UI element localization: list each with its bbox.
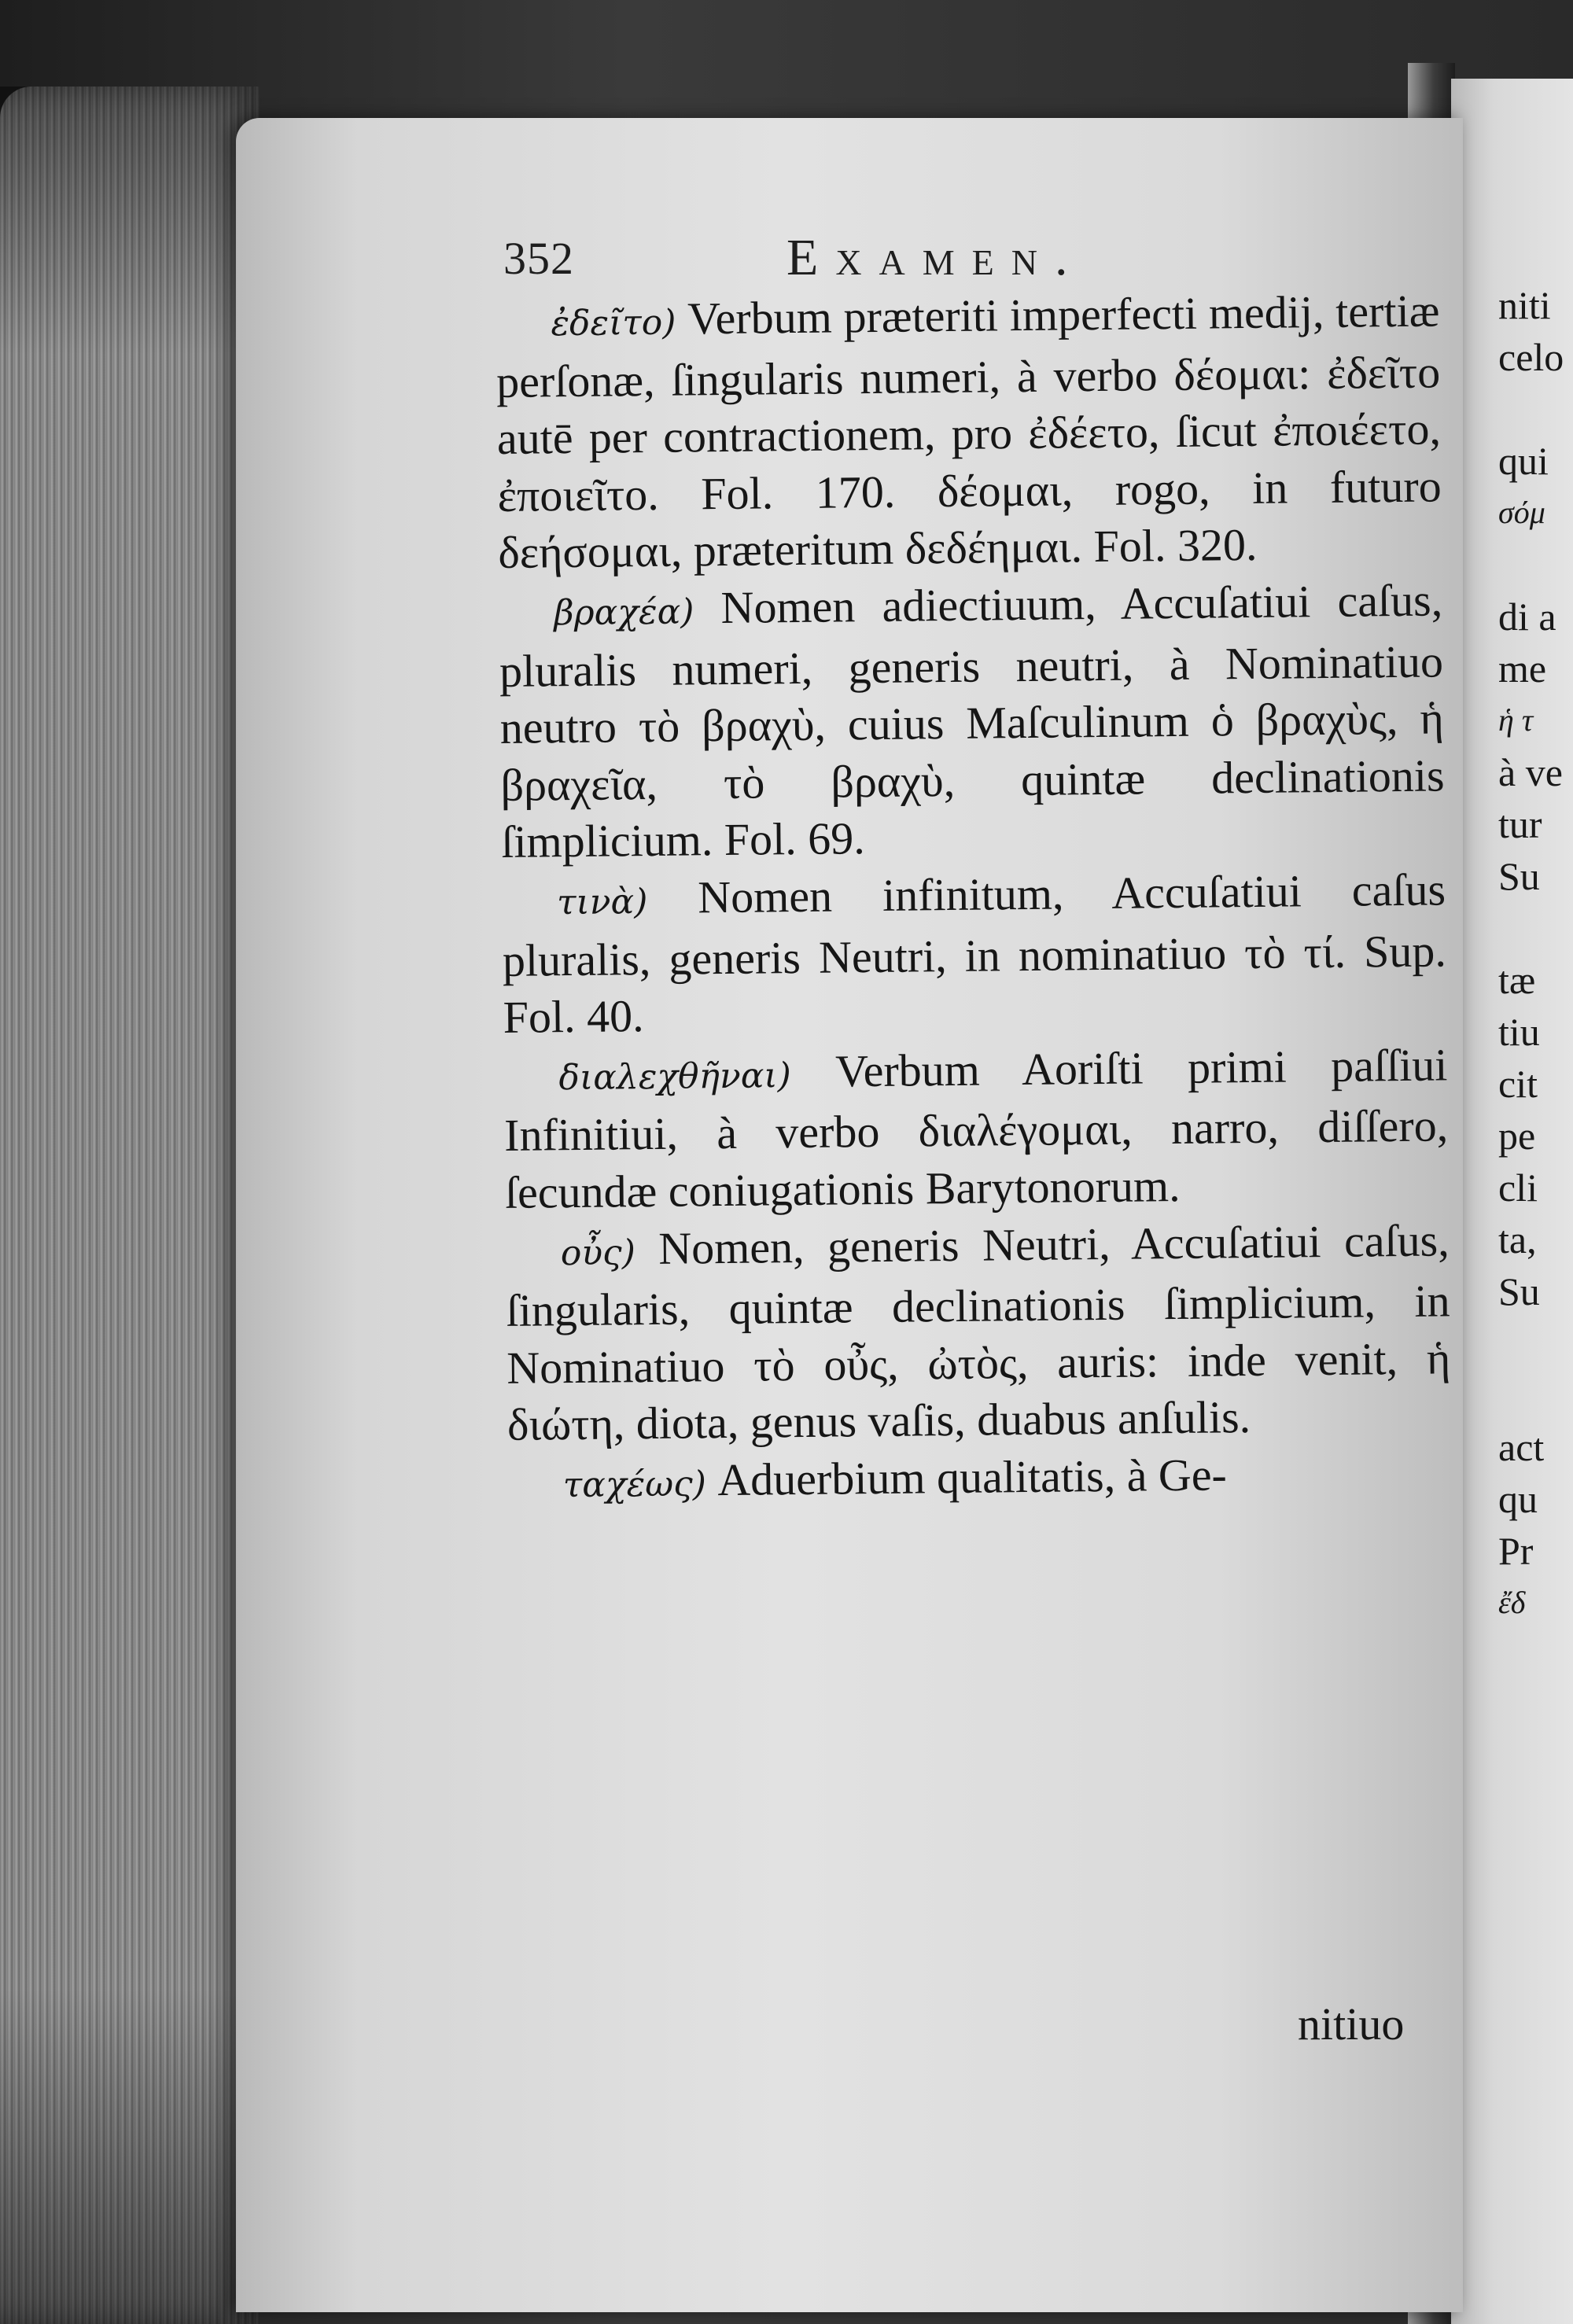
entry-lemma: τινὰ) xyxy=(556,881,648,923)
right-page-line: act xyxy=(1498,1425,1545,1469)
right-page-line: ἡ τ xyxy=(1498,702,1534,738)
right-page-line: celo xyxy=(1498,335,1564,379)
right-page-line: cli xyxy=(1498,1166,1538,1210)
right-page-line: niti xyxy=(1498,283,1551,327)
right-page-line: ἔδ xyxy=(1498,1585,1526,1620)
entry-lemma: βραχέα) xyxy=(554,591,694,634)
right-page-line xyxy=(1498,902,1573,954)
entry-text: Nomen adiectiuum, Accuſatiui caſus, pluralis numeri, generis neutri, à Nominatiuo neutro τὸ βραχὺ, cuius Maſculinum ὁ βραχὺς, ἡ βραχεῖα, τὸ βραχὺ, quintæ declinationis ſimplicium. Fol. 69. xyxy=(499,574,1445,868)
right-page-line: me xyxy=(1498,646,1547,691)
right-page-line: ta, xyxy=(1498,1217,1537,1261)
right-page-line xyxy=(1498,383,1573,435)
entry-text: Nomen infinitum, Accuſatiui caſus pluralis, generis Neutri, in nominatiuo τὸ τί. Sup. Fol. 40. xyxy=(502,864,1447,1044)
page-number: 352 xyxy=(503,233,574,284)
right-page-line: tiu xyxy=(1498,1010,1540,1054)
right-page-line: tæ xyxy=(1498,958,1536,1002)
page-edges xyxy=(0,87,260,2324)
entry-text: Verbum præteriti imperfecti medij, tertiæ perſonæ, ſingularis numeri, à verbo δέομαι: ἐδεῖτο autē per contractionem, pro ἐδέετο, ſicut ἐποιέετο, ἐποιεῖτο. Fol. 170. δέομαι, rogo, in futuro δεήσομαι, præteritum δεδέημαι. Fol. 320. xyxy=(495,285,1442,579)
right-page-line: Su xyxy=(1498,1269,1540,1313)
entry xyxy=(502,861,1447,1046)
right-page-line: di a xyxy=(1498,595,1556,639)
entry-lemma: διαλεχθῆναι) xyxy=(558,1055,792,1098)
right-page-line xyxy=(1498,1369,1573,1421)
entry xyxy=(507,1444,1452,1515)
entry-text: Verbum Aoriſti primi paſſiui Infinitiui, à verbo διαλέγομαι, narro, diſſero, ſecundæ coniugationis Barytonorum. xyxy=(503,1039,1449,1218)
text-block xyxy=(495,282,1452,1515)
running-head: Examen. xyxy=(786,229,1085,286)
entry xyxy=(505,1212,1451,1454)
entry-lemma: ἐδεῖτο) xyxy=(551,302,676,344)
right-page-line: σόμ xyxy=(1498,495,1545,530)
right-page-line xyxy=(1498,1317,1573,1369)
entry xyxy=(499,572,1446,871)
entry-text: Aduerbium qualitatis, à Ge- xyxy=(717,1449,1228,1505)
entry-text: Nomen, generis Neutri, Accuſatiui caſus, ſingularis, quintæ declinationis ſimplicium, in Nominatiuo τὸ οὖς, ὠτὸς, auris: inde venit, ἡ διώτη, diota, genus vaſis, duabus anſulis. xyxy=(506,1214,1451,1451)
right-page-line: tur xyxy=(1498,802,1542,846)
right-page-line: qui xyxy=(1498,439,1549,483)
right-page-line: Su xyxy=(1498,854,1540,898)
right-page-line: à ve xyxy=(1498,750,1563,794)
right-page-line: cit xyxy=(1498,1062,1538,1106)
entry-lemma: οὖς) xyxy=(560,1232,636,1273)
catchword: nitiuo xyxy=(1298,1998,1405,2050)
right-page-line xyxy=(1498,539,1573,591)
right-page-line: qu xyxy=(1498,1477,1538,1521)
right-page-line: Pr xyxy=(1498,1529,1534,1573)
entry xyxy=(503,1037,1449,1221)
entry xyxy=(495,282,1442,582)
entry-lemma: ταχέως) xyxy=(562,1464,707,1506)
right-page-line: pe xyxy=(1498,1114,1536,1158)
right-page-text xyxy=(1498,279,1573,1629)
